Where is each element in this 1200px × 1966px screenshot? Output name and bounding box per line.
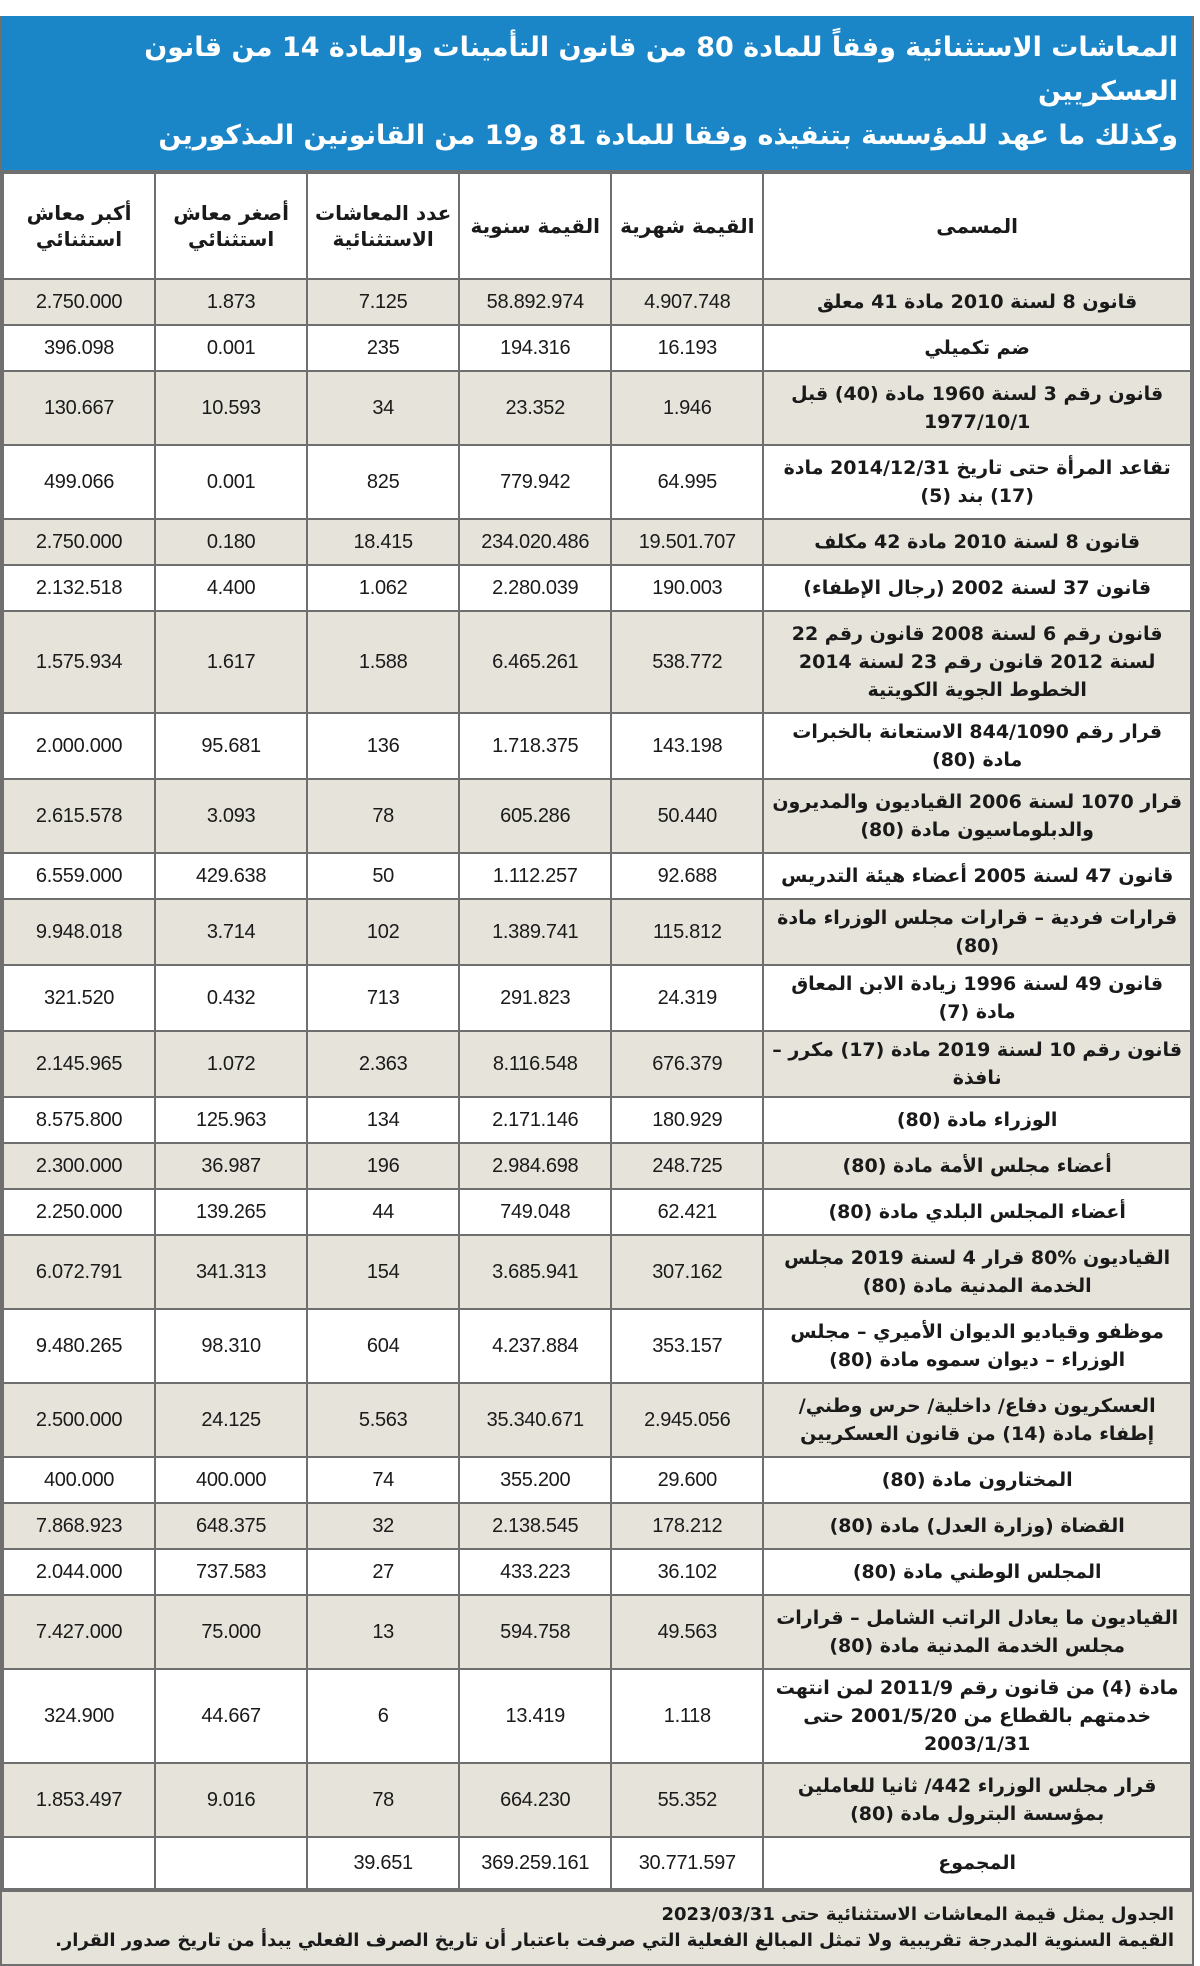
cell-min: 36.987 xyxy=(155,1143,307,1189)
cell-monthly: 92.688 xyxy=(611,853,763,899)
cell-max: 6.559.000 xyxy=(3,853,155,899)
table-row xyxy=(3,1595,1191,1669)
cell-count: 825 xyxy=(307,445,459,519)
cell-name: ضم تكميلي xyxy=(763,325,1191,371)
cell-monthly: 50.440 xyxy=(611,779,763,853)
cell-monthly: 2.945.056 xyxy=(611,1383,763,1457)
cell-min: 0.432 xyxy=(155,965,307,1031)
cell-max: 400.000 xyxy=(3,1457,155,1503)
table-row xyxy=(3,1189,1191,1235)
cell-max: 8.575.800 xyxy=(3,1097,155,1143)
cell-count: 2.363 xyxy=(307,1031,459,1097)
cell-count: 154 xyxy=(307,1235,459,1309)
cell-min: 24.125 xyxy=(155,1383,307,1457)
cell-annual: 194.316 xyxy=(459,325,611,371)
table-row xyxy=(3,853,1191,899)
footnote-line-2: القيمة السنوية المدرجة تقريبية ولا تمثل المبالغ الفعلية التي صرفت باعتبار أن تاريخ الصرف الفعلي يبدأ من تاريخ صدور القرار. xyxy=(55,1930,1174,1951)
cell-annual: 8.116.548 xyxy=(459,1031,611,1097)
cell-count: 6 xyxy=(307,1669,459,1763)
cell-annual: 2.138.545 xyxy=(459,1503,611,1549)
col-header-annual: القيمة سنوية xyxy=(459,173,611,279)
cell-name: القياديون ما يعادل الراتب الشامل – قرارات مجلس الخدمة المدنية مادة (80) xyxy=(763,1595,1191,1669)
table-row xyxy=(3,1031,1191,1097)
cell-monthly: 180.929 xyxy=(611,1097,763,1143)
table-title xyxy=(2,16,1192,172)
cell-min: 125.963 xyxy=(155,1097,307,1143)
cell-name: موظفو وقياديو الديوان الأميري – مجلس الوزراء – ديوان سموه مادة (80) xyxy=(763,1309,1191,1383)
cell-name: قرار رقم 844/1090 الاستعانة بالخبرات مادة (80) xyxy=(763,713,1191,779)
cell-count: 1.588 xyxy=(307,611,459,713)
cell-monthly: 16.193 xyxy=(611,325,763,371)
table-row xyxy=(3,1097,1191,1143)
cell-name: قرار مجلس الوزراء 442/ ثانيا للعاملين بمؤسسة البترول مادة (80) xyxy=(763,1763,1191,1837)
table-row xyxy=(3,965,1191,1031)
table-row xyxy=(3,1457,1191,1503)
table-row xyxy=(3,445,1191,519)
cell-name: العسكريون دفاع/ داخلية/ حرس وطني/ إطفاء مادة (14) من قانون العسكريين xyxy=(763,1383,1191,1457)
table-row xyxy=(3,1309,1191,1383)
cell-max: 9.948.018 xyxy=(3,899,155,965)
cell-count: 604 xyxy=(307,1309,459,1383)
cell-min: 1.072 xyxy=(155,1031,307,1097)
cell-annual: 433.223 xyxy=(459,1549,611,1595)
cell-name: قانون 8 لسنة 2010 مادة 41 معلق xyxy=(763,279,1191,325)
cell-monthly: 1.118 xyxy=(611,1669,763,1763)
cell-max: 7.868.923 xyxy=(3,1503,155,1549)
cell-name: قانون 47 لسنة 2005 أعضاء هيئة التدريس xyxy=(763,853,1191,899)
cell-min: 0.001 xyxy=(155,325,307,371)
table-row xyxy=(3,1549,1191,1595)
title-line-2: وكذلك ما عهد للمؤسسة بتنفيذه وفقا للمادة 81 و19 من القانونين المذكورين xyxy=(158,120,1178,151)
cell-min: 3.714 xyxy=(155,899,307,965)
total-max xyxy=(3,1837,155,1889)
table-row xyxy=(3,713,1191,779)
cell-max: 2.615.578 xyxy=(3,779,155,853)
cell-min: 737.583 xyxy=(155,1549,307,1595)
cell-max: 2.300.000 xyxy=(3,1143,155,1189)
cell-count: 18.415 xyxy=(307,519,459,565)
cell-annual: 594.758 xyxy=(459,1595,611,1669)
cell-max: 2.044.000 xyxy=(3,1549,155,1595)
cell-annual: 6.465.261 xyxy=(459,611,611,713)
cell-max: 2.132.518 xyxy=(3,565,155,611)
cell-monthly: 4.907.748 xyxy=(611,279,763,325)
cell-count: 78 xyxy=(307,779,459,853)
cell-monthly: 64.995 xyxy=(611,445,763,519)
cell-name: المختارون مادة (80) xyxy=(763,1457,1191,1503)
table-body xyxy=(3,279,1191,1837)
cell-annual: 1.112.257 xyxy=(459,853,611,899)
table-row xyxy=(3,1503,1191,1549)
cell-name: قانون رقم 6 لسنة 2008 قانون رقم 22 لسنة 2012 قانون رقم 23 لسنة 2014 الخطوط الجوية الكويتية xyxy=(763,611,1191,713)
cell-annual: 2.280.039 xyxy=(459,565,611,611)
cell-annual: 35.340.671 xyxy=(459,1383,611,1457)
cell-annual: 2.984.698 xyxy=(459,1143,611,1189)
cell-monthly: 115.812 xyxy=(611,899,763,965)
footnote xyxy=(2,1890,1192,1964)
cell-min: 44.667 xyxy=(155,1669,307,1763)
table-row xyxy=(3,1143,1191,1189)
cell-name: قانون 8 لسنة 2010 مادة 42 مكلف xyxy=(763,519,1191,565)
table-row xyxy=(3,1669,1191,1763)
table-row xyxy=(3,1235,1191,1309)
cell-name: المجلس الوطني مادة (80) xyxy=(763,1549,1191,1595)
cell-name: قانون 37 لسنة 2002 (رجال الإطفاء) xyxy=(763,565,1191,611)
table-row xyxy=(3,565,1191,611)
col-header-count: عدد المعاشات الاستثنائية xyxy=(307,173,459,279)
cell-max: 321.520 xyxy=(3,965,155,1031)
cell-max: 2.000.000 xyxy=(3,713,155,779)
cell-count: 235 xyxy=(307,325,459,371)
cell-count: 50 xyxy=(307,853,459,899)
cell-name: تقاعد المرأة حتى تاريخ 2014/12/31 مادة (17) بند (5) xyxy=(763,445,1191,519)
total-count: 39.651 xyxy=(307,1837,459,1889)
cell-annual: 749.048 xyxy=(459,1189,611,1235)
cell-annual: 23.352 xyxy=(459,371,611,445)
cell-count: 32 xyxy=(307,1503,459,1549)
cell-count: 7.125 xyxy=(307,279,459,325)
cell-name: قانون رقم 3 لسنة 1960 مادة (40) قبل 1977/10/1 xyxy=(763,371,1191,445)
cell-count: 1.062 xyxy=(307,565,459,611)
cell-min: 1.617 xyxy=(155,611,307,713)
cell-monthly: 178.212 xyxy=(611,1503,763,1549)
cell-annual: 779.942 xyxy=(459,445,611,519)
cell-count: 713 xyxy=(307,965,459,1031)
cell-monthly: 353.157 xyxy=(611,1309,763,1383)
cell-monthly: 307.162 xyxy=(611,1235,763,1309)
cell-min: 98.310 xyxy=(155,1309,307,1383)
cell-min: 75.000 xyxy=(155,1595,307,1669)
cell-monthly: 143.198 xyxy=(611,713,763,779)
cell-max: 2.750.000 xyxy=(3,519,155,565)
cell-annual: 13.419 xyxy=(459,1669,611,1763)
cell-name: قانون رقم 10 لسنة 2019 مادة (17) مكرر – نافذة xyxy=(763,1031,1191,1097)
cell-annual: 234.020.486 xyxy=(459,519,611,565)
cell-max: 7.427.000 xyxy=(3,1595,155,1669)
cell-name: أعضاء المجلس البلدي مادة (80) xyxy=(763,1189,1191,1235)
cell-count: 27 xyxy=(307,1549,459,1595)
cell-name: الوزراء مادة (80) xyxy=(763,1097,1191,1143)
table-row xyxy=(3,1383,1191,1457)
cell-monthly: 55.352 xyxy=(611,1763,763,1837)
col-header-max: أكبر معاش استثنائي xyxy=(3,173,155,279)
table-row xyxy=(3,779,1191,853)
cell-monthly: 1.946 xyxy=(611,371,763,445)
cell-max: 396.098 xyxy=(3,325,155,371)
cell-min: 139.265 xyxy=(155,1189,307,1235)
col-header-min: أصغر معاش استثنائي xyxy=(155,173,307,279)
cell-min: 95.681 xyxy=(155,713,307,779)
table-row xyxy=(3,371,1191,445)
cell-max: 2.500.000 xyxy=(3,1383,155,1457)
cell-name: القياديون %80 قرار 4 لسنة 2019 مجلس الخدمة المدنية مادة (80) xyxy=(763,1235,1191,1309)
cell-min: 648.375 xyxy=(155,1503,307,1549)
cell-min: 1.873 xyxy=(155,279,307,325)
cell-count: 44 xyxy=(307,1189,459,1235)
cell-max: 499.066 xyxy=(3,445,155,519)
cell-annual: 664.230 xyxy=(459,1763,611,1837)
total-annual: 369.259.161 xyxy=(459,1837,611,1889)
table-row xyxy=(3,279,1191,325)
cell-count: 5.563 xyxy=(307,1383,459,1457)
footnote-line-1: الجدول يمثل قيمة المعاشات الاستثنائية حتى 2023/03/31 xyxy=(661,1904,1174,1925)
cell-monthly: 36.102 xyxy=(611,1549,763,1595)
cell-min: 4.400 xyxy=(155,565,307,611)
col-header-name: المسمى xyxy=(763,173,1191,279)
cell-max: 1.575.934 xyxy=(3,611,155,713)
cell-count: 78 xyxy=(307,1763,459,1837)
table-row xyxy=(3,611,1191,713)
header-row xyxy=(3,173,1191,279)
cell-annual: 1.389.741 xyxy=(459,899,611,965)
table-row xyxy=(3,1763,1191,1837)
cell-count: 136 xyxy=(307,713,459,779)
cell-name: قانون 49 لسنة 1996 زيادة الابن المعاق مادة (7) xyxy=(763,965,1191,1031)
cell-annual: 3.685.941 xyxy=(459,1235,611,1309)
cell-count: 196 xyxy=(307,1143,459,1189)
cell-min: 0.180 xyxy=(155,519,307,565)
table-row xyxy=(3,519,1191,565)
cell-count: 34 xyxy=(307,371,459,445)
cell-min: 0.001 xyxy=(155,445,307,519)
cell-annual: 291.823 xyxy=(459,965,611,1031)
cell-max: 2.250.000 xyxy=(3,1189,155,1235)
total-monthly: 30.771.597 xyxy=(611,1837,763,1889)
total-row xyxy=(3,1837,1191,1889)
cell-annual: 58.892.974 xyxy=(459,279,611,325)
total-min xyxy=(155,1837,307,1889)
cell-annual: 1.718.375 xyxy=(459,713,611,779)
cell-max: 2.145.965 xyxy=(3,1031,155,1097)
cell-max: 130.667 xyxy=(3,371,155,445)
cell-min: 10.593 xyxy=(155,371,307,445)
cell-monthly: 49.563 xyxy=(611,1595,763,1669)
cell-min: 429.638 xyxy=(155,853,307,899)
cell-annual: 605.286 xyxy=(459,779,611,853)
cell-max: 9.480.265 xyxy=(3,1309,155,1383)
cell-min: 400.000 xyxy=(155,1457,307,1503)
pension-table-card xyxy=(0,16,1194,1966)
total-label: المجموع xyxy=(763,1837,1191,1889)
cell-annual: 355.200 xyxy=(459,1457,611,1503)
cell-count: 13 xyxy=(307,1595,459,1669)
cell-monthly: 29.600 xyxy=(611,1457,763,1503)
table-row xyxy=(3,899,1191,965)
cell-annual: 4.237.884 xyxy=(459,1309,611,1383)
table-row xyxy=(3,325,1191,371)
cell-monthly: 248.725 xyxy=(611,1143,763,1189)
cell-name: مادة (4) من قانون رقم 2011/9 لمن انتهت خدمتهم بالقطاع من 2001/5/20 حتى 2003/1/31 xyxy=(763,1669,1191,1763)
cell-max: 1.853.497 xyxy=(3,1763,155,1837)
cell-count: 134 xyxy=(307,1097,459,1143)
cell-max: 6.072.791 xyxy=(3,1235,155,1309)
cell-max: 324.900 xyxy=(3,1669,155,1763)
cell-count: 74 xyxy=(307,1457,459,1503)
cell-annual: 2.171.146 xyxy=(459,1097,611,1143)
cell-monthly: 538.772 xyxy=(611,611,763,713)
col-header-monthly: القيمة شهرية xyxy=(611,173,763,279)
cell-count: 102 xyxy=(307,899,459,965)
title-line-1: المعاشات الاستثنائية وفقاً للمادة 80 من قانون التأمينات والمادة 14 من قانون العسكريين xyxy=(144,32,1178,107)
cell-name: قرارات فردية – قرارات مجلس الوزراء مادة (80) xyxy=(763,899,1191,965)
cell-max: 2.750.000 xyxy=(3,279,155,325)
cell-monthly: 19.501.707 xyxy=(611,519,763,565)
cell-monthly: 676.379 xyxy=(611,1031,763,1097)
cell-min: 3.093 xyxy=(155,779,307,853)
cell-min: 9.016 xyxy=(155,1763,307,1837)
cell-monthly: 190.003 xyxy=(611,565,763,611)
cell-monthly: 24.319 xyxy=(611,965,763,1031)
cell-min: 341.313 xyxy=(155,1235,307,1309)
cell-monthly: 62.421 xyxy=(611,1189,763,1235)
cell-name: القضاة (وزارة العدل) مادة (80) xyxy=(763,1503,1191,1549)
pensions-table xyxy=(2,172,1192,1890)
cell-name: أعضاء مجلس الأمة مادة (80) xyxy=(763,1143,1191,1189)
cell-name: قرار 1070 لسنة 2006 القياديون والمديرون والدبلوماسيون مادة (80) xyxy=(763,779,1191,853)
